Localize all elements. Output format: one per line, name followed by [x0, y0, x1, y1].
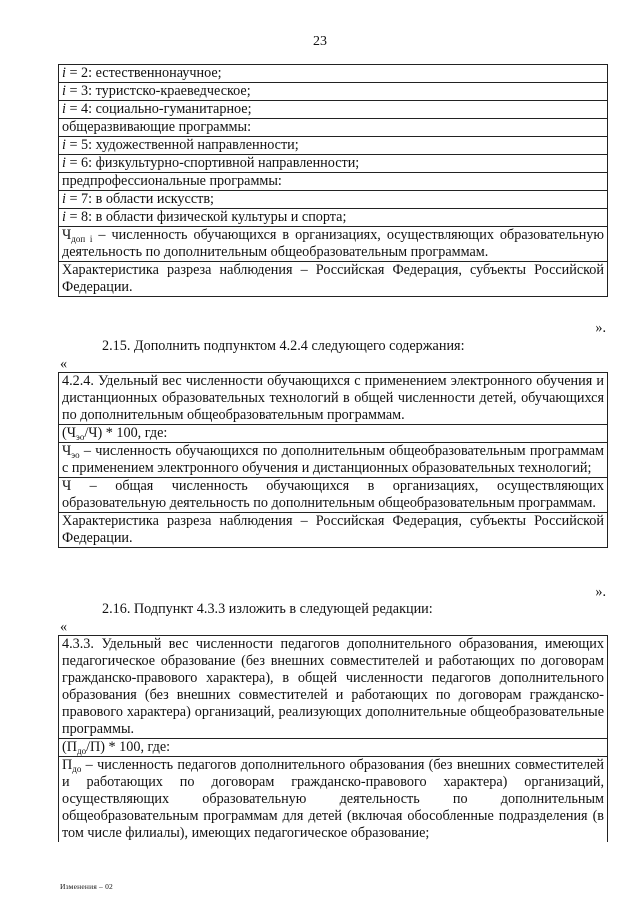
characteristic-row: Характеристика разреза наблюдения – Российская Федерация, субъекты Российской Федерации.: [59, 512, 607, 547]
row-text: = 3: туристско-краеведческое;: [65, 83, 251, 99]
close-quote: ».: [595, 584, 606, 600]
table-row: [59, 100, 607, 118]
def-text: – численность обучающихся в организациях, осуществляющих образовательную деятельность по дополнительным общеобразовательным программам.: [62, 227, 605, 260]
table-row: [59, 190, 607, 208]
var-i: i: [62, 155, 66, 171]
var-symbol: Ч: [62, 227, 72, 243]
def-row-chdop: [59, 226, 607, 261]
row-text: = 6: физкультурно-спортивной направленности;: [65, 155, 360, 171]
open-quote: «: [60, 619, 68, 635]
row-text: = 5: художественной направленности;: [65, 137, 299, 153]
section-2-15: 2.15. Дополнить подпунктом 4.2.4 следующего содержания:: [102, 338, 465, 354]
row-text: = 4: социально-гуманитарное;: [65, 101, 252, 117]
var-i: i: [62, 191, 66, 207]
table-row: [59, 82, 607, 100]
page-footer: Изменения – 02: [60, 882, 113, 891]
row-text: предпрофессиональные программы:: [62, 173, 282, 189]
row-text: = 7: в области искусств;: [65, 191, 214, 207]
var-i: i: [62, 209, 66, 225]
row-text: = 8: в области физической культуры и спорта;: [65, 209, 347, 225]
definitions-table-1: [58, 64, 608, 297]
section-2-16: 2.16. Подпункт 4.3.3 изложить в следующей редакции:: [102, 601, 433, 617]
table-row: [59, 118, 607, 136]
table-row: [59, 136, 607, 154]
var-i: i: [62, 83, 66, 99]
var-i: i: [62, 101, 66, 117]
table-row: [59, 172, 607, 190]
table-row: [59, 154, 607, 172]
indicator-table-4-3-3: [58, 635, 608, 842]
table-row: [59, 208, 607, 226]
indicator-table-4-2-4: [58, 372, 608, 548]
row-text: общеразвивающие программы:: [62, 119, 252, 135]
def-row-ch: Ч – общая численность обучающихся в организациях, осуществляющих образовательную деятельность по дополнительным общеобразовательным программам.: [59, 477, 607, 512]
def-row-pdo: $П_{до}$ – численность педагогов дополнительного образования (без внешних совместителей и работающих по договорам гражданско-правового характера) организаций, осуществляющих образовательную деятельность по дополнительным общеобразовательным программам для детей (включая обособленные подразделения (в том числе филиалы), имеющих педагогическое образование;: [59, 756, 607, 842]
formula-row: $(П_{до}/П) * 100$, где:: [59, 738, 607, 756]
open-quote: «: [60, 356, 68, 372]
var-subscript: доп: [71, 234, 86, 244]
characteristic-row: Характеристика разреза наблюдения – Российская Федерация, субъекты Российской Федерации.: [59, 261, 607, 296]
indicator-heading: 4.3.3. Удельный вес численности педагогов дополнительного образования, имеющих педагогическое образование (без внешних совместителей и работающих по договорам гражданско-правового характера), в общей численности педагогов дополнительного образования (без внешних совместителей и работающих по договорам гражданско-правового характера) организаций, реализующих дополнительные общеобразовательные программы.: [62, 636, 604, 737]
formula-row: $(Ч_{эо}/Ч) * 100$, где:: [59, 424, 607, 442]
row-text: = 2: естественнонаучное;: [65, 65, 222, 81]
def-row-cheo: $Ч_{эо}$ – численность обучающихся по дополнительным общеобразовательным программам с применением электронного обучения и дистанционных образовательных технологий;: [59, 442, 607, 477]
close-quote: ».: [595, 320, 606, 336]
indicator-heading: 4.2.4. Удельный вес численности обучающихся с применением электронного обучения и дистанционных образовательных технологий в общей численности детей, обучающихся по дополнительным общеобразовательным программам.: [62, 373, 604, 423]
var-index: i: [89, 234, 93, 244]
var-i: i: [62, 65, 66, 81]
table-row: [59, 65, 607, 82]
page-number: 23: [313, 34, 327, 49]
var-i: i: [62, 137, 66, 153]
